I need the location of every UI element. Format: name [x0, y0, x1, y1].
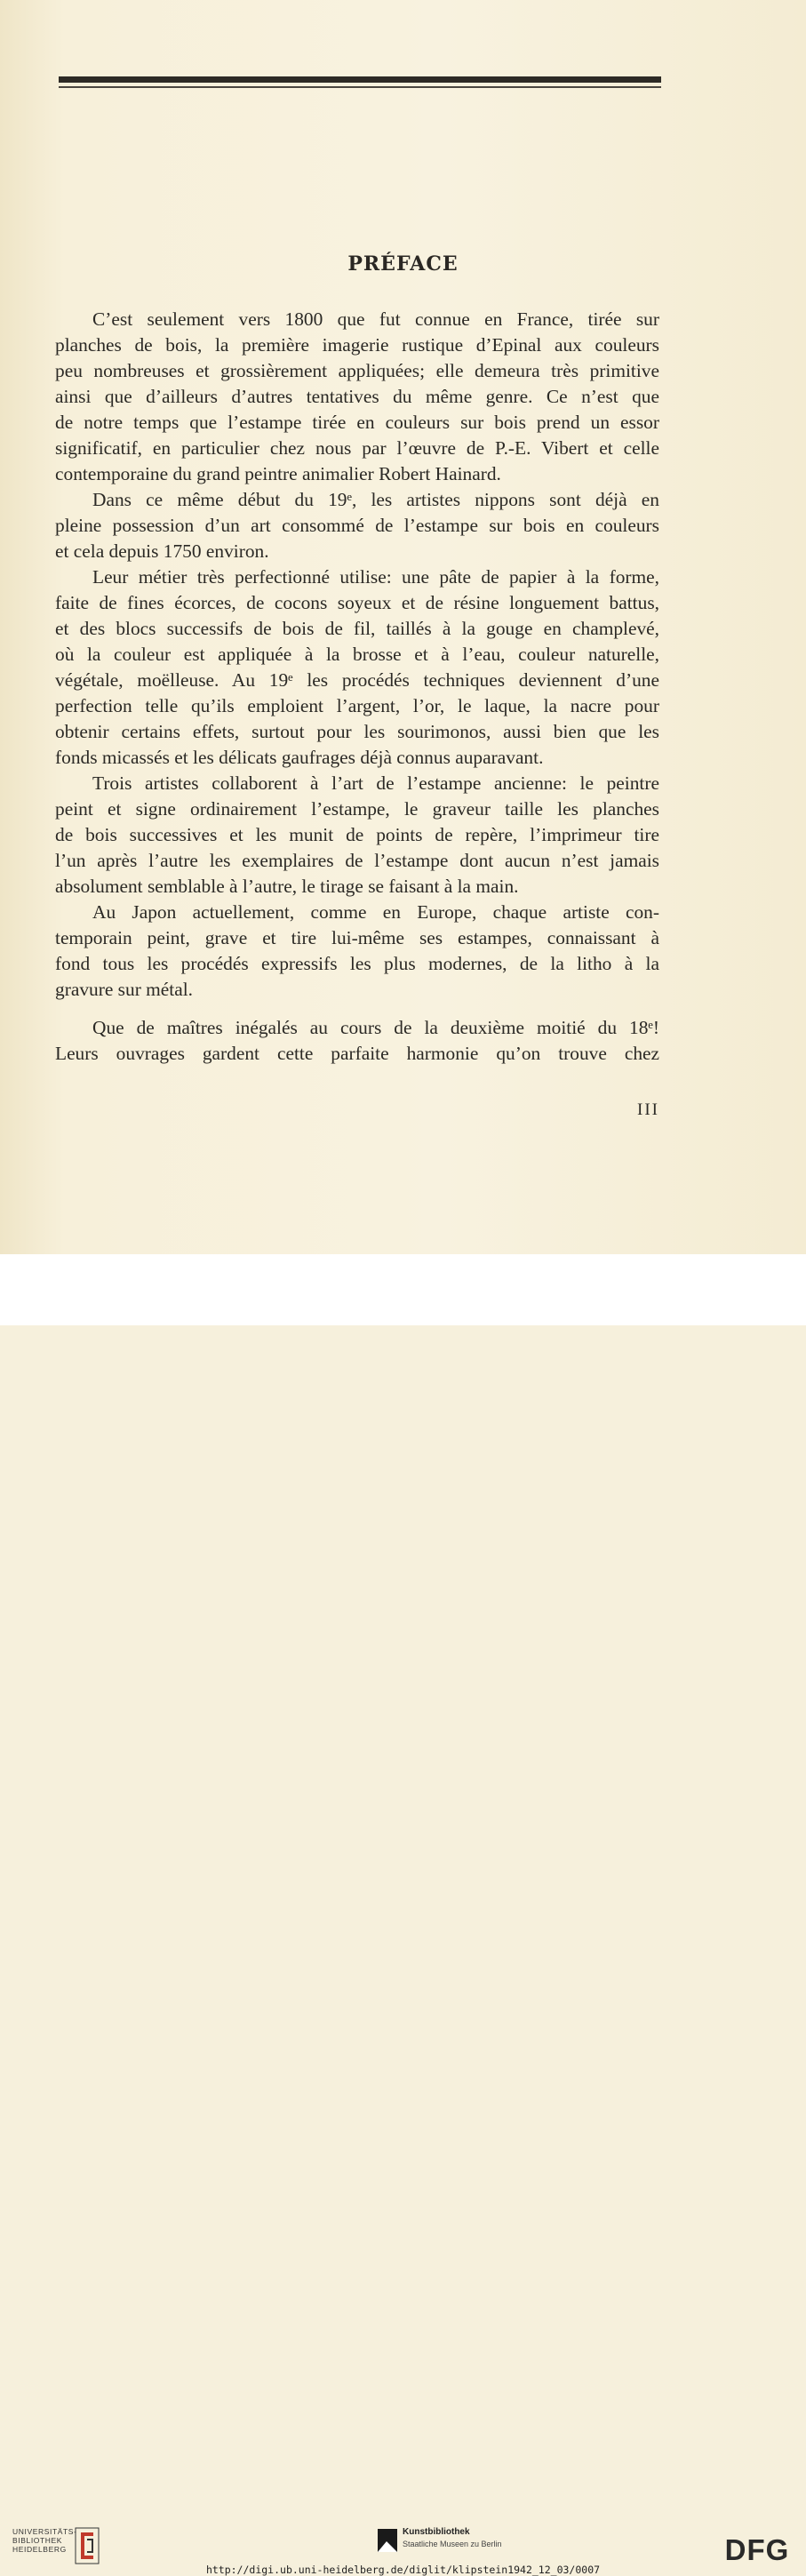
text-line: végétale, moëlleuse. Au 19ᵉ les procédés techniques deviennent d’une	[55, 669, 659, 691]
digitization-footer	[0, 1254, 806, 2576]
text-line: où la couleur est appliquée à la brosse et à l’eau, couleur naturelle,	[55, 644, 659, 665]
kunstbibliothek-mark-icon	[378, 2529, 397, 2552]
text-line: Leurs ouvrages gardent cette parfaite harmonie qu’on trouve chez	[55, 1043, 659, 1064]
text-line: fond tous les procédés expressifs les plus modernes, de la litho à la	[55, 953, 659, 974]
kunstbibliothek-subtitle: Staatliche Museen zu Berlin	[403, 2540, 502, 2548]
text-line: de notre temps que l’estampe tirée en couleurs sur bois prend un essor	[55, 412, 659, 433]
header-rule-thin	[59, 86, 661, 88]
text-line: pleine possession d’un art consommé de l’estampe sur bois en couleurs	[55, 515, 659, 536]
text-line: perfection telle qu’ils emploient l’argent, l’or, le laque, la nacre pour	[55, 695, 659, 716]
text-line: Au Japon actuellement, comme en Europe, chaque artiste con-	[92, 901, 659, 923]
text-line: Trois artistes collaborent à l’art de l’estampe ancienne: le peintre	[92, 772, 659, 794]
text-line: Que de maîtres inégalés au cours de la deuxième moitié du 18ᵉ!	[92, 1017, 659, 1038]
text-line: l’un après l’autre les exemplaires de l’estampe dont aucun n’est jamais	[55, 850, 659, 871]
text-line: temporain peint, grave et tire lui-même ses estampes, connaissant à	[55, 927, 659, 948]
text-line: faite de fines écorces, de cocons soyeux et de résine longuement battus,	[55, 592, 659, 613]
kunstbibliothek-name: Kunstbibliothek	[403, 2527, 470, 2537]
text-line: peint et signe ordinairement l’estampe, le graveur taille les planches	[55, 798, 659, 820]
text-line: C’est seulement vers 1800 que fut connue en France, tirée sur	[92, 308, 659, 330]
dfg-logo[interactable]	[716, 2534, 798, 2564]
text-line: obtenir certains effets, surtout pour les sourimonos, aussi bien que les	[55, 721, 659, 742]
text-line: et cela depuis 1750 environ.	[55, 540, 269, 562]
text-line: peu nombreuses et grossièrement appliquées; elle demeura très primitive	[55, 360, 659, 381]
text-line: gravure sur métal.	[55, 979, 194, 1000]
text-line: fonds micassés et les délicats gaufrages déjà connus auparavant.	[55, 747, 544, 768]
text-line: planches de bois, la première imagerie rustique d’Epinal aux couleurs	[55, 334, 659, 356]
permalink-url[interactable]: http://digi.ub.uni-heidelberg.de/diglit/klipstein1942_12_03/0007	[205, 2564, 601, 2576]
page-number: III	[637, 1100, 659, 1119]
university-library-name: UNIVERSITÄTS- BIBLIOTHEK HEIDELBERG	[12, 2527, 77, 2554]
dfg-logo-text: DFG	[724, 2534, 790, 2564]
university-library-logo[interactable]	[12, 2527, 101, 2566]
page-title: PRÉFACE	[347, 252, 459, 276]
heidelberg-emblem-icon	[75, 2527, 100, 2564]
text-line: significatif, en particulier chez nous par l’œuvre de P.-E. Vibert et celle	[55, 437, 659, 459]
text-line: et des blocs successifs de bois de fil, taillés à la gouge en champlevé,	[55, 618, 659, 639]
text-line: de bois successives et les munit de points de repère, l’imprimeur tire	[55, 824, 659, 845]
text-line: ainsi que d’ailleurs d’autres tentatives du même genre. Ce n’est que	[55, 386, 659, 407]
text-line: absolument semblable à l’autre, le tirage se faisant à la main.	[55, 876, 519, 897]
kunstbibliothek-logo[interactable]	[378, 2527, 520, 2557]
header-rule-thick	[59, 76, 661, 83]
preface-text	[55, 307, 659, 1067]
book-page	[0, 0, 806, 1254]
text-line: Dans ce même début du 19ᵉ, les artistes nippons sont déjà en	[92, 489, 659, 510]
text-line: contemporaine du grand peintre animalier Robert Hainard.	[55, 463, 501, 484]
text-line: Leur métier très perfectionné utilise: une pâte de papier à la forme,	[92, 566, 659, 588]
paragraph-gap	[55, 1003, 659, 1015]
